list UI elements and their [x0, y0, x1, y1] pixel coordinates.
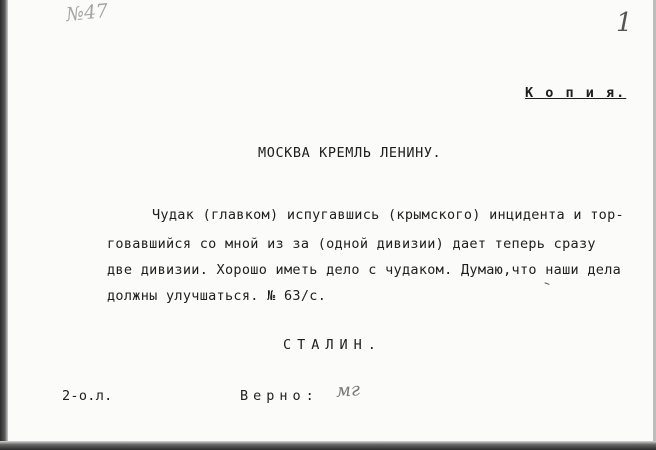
signature: СТАЛИН.: [283, 337, 382, 353]
page-number: 1: [616, 8, 633, 38]
handwritten-initials: мг: [335, 379, 361, 402]
scan-frame-left: [0, 0, 8, 450]
body-line-1: Чудак (главком) испугавшись (крымского) инцидента и тор-: [152, 207, 624, 223]
telegram-address: МОСКВА КРЕМЛЬ ЛЕНИНУ.: [258, 145, 442, 161]
body-line-3: две дивизии. Хорошо иметь дело с чудаком. Думаю,что наши дела: [107, 262, 622, 278]
copy-mark: К о п и я.: [525, 85, 627, 101]
body-line-2: говавшийся со мной из за (одной дивизии) дает теперь сразу: [107, 236, 596, 252]
scan-frame-bottom: [0, 441, 656, 450]
registry-code: 2-о.л.: [62, 388, 113, 404]
body-line-4: должны улучшаться. № 63/с.: [107, 288, 327, 304]
verified-label: Верно:: [240, 388, 319, 404]
archive-number: №47: [64, 0, 110, 27]
